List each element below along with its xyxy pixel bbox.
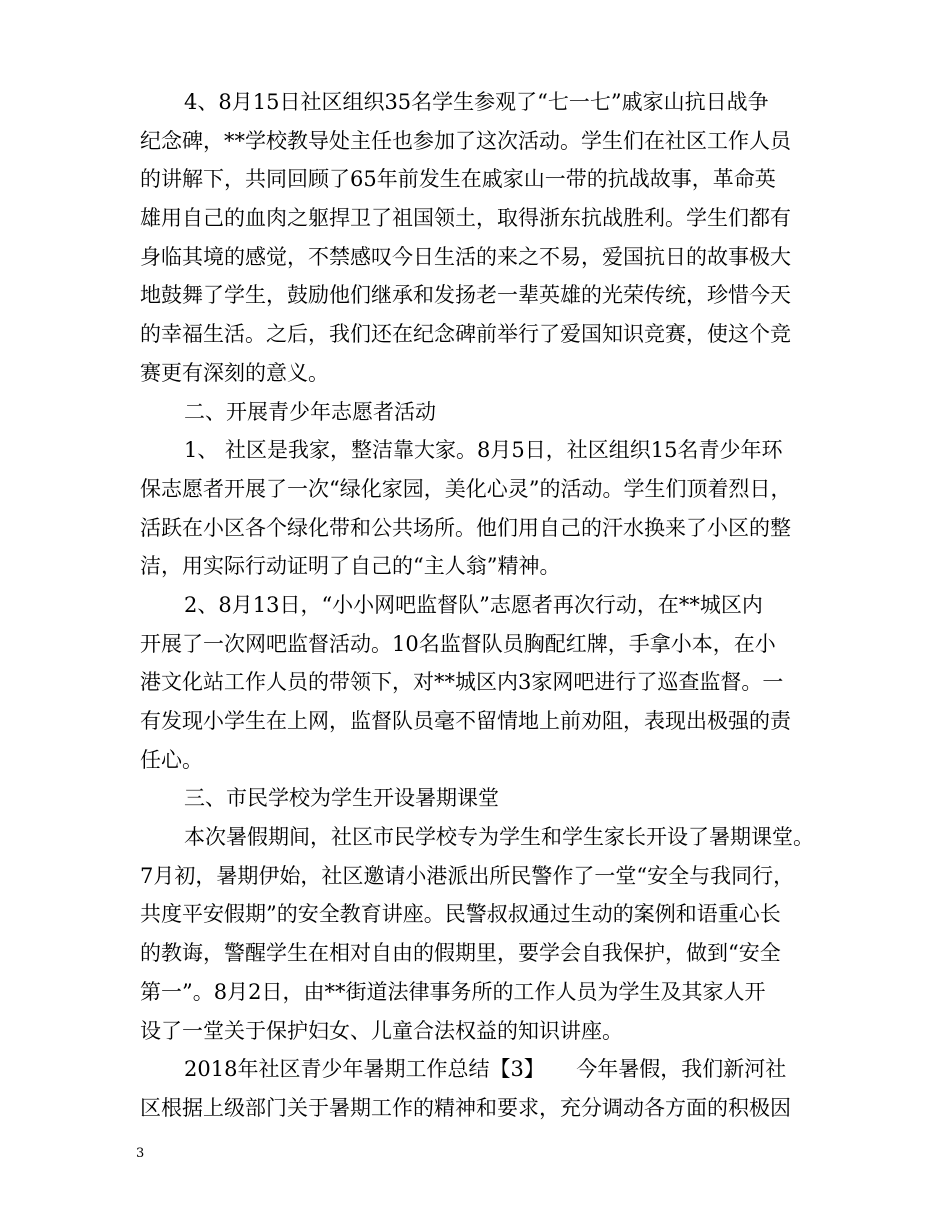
paragraph-line: 2、8月13日，“小小网吧监督队”志愿者再次行动，在**城区内	[184, 592, 763, 617]
paragraph-line: 赛更有深刻的意义。	[140, 360, 329, 385]
paragraph-line: 的幸福生活。之后，我们还在纪念碑前举行了爱国知识竞赛，使这个竞	[140, 322, 791, 347]
section-heading: 二、开展青少年志愿者活动	[184, 399, 436, 424]
paragraph-line: 保志愿者开展了一次“绿化家园，美化心灵”的活动。学生们顶着烈日，	[140, 476, 792, 501]
paragraph-line: 活跃在小区各个绿化带和公共场所。他们用自己的汗水换来了小区的整	[140, 515, 791, 540]
document-body	[140, 83, 830, 1128]
paragraph-line: 共度平安假期”的安全教育讲座。民警叔叔通过生动的案例和语重心长	[140, 902, 781, 927]
paragraph-line: 1、 社区是我家，整洁靠大家。8月5日，社区组织15名青少年环	[184, 438, 783, 463]
paragraph-line: 4、8月15日社区组织35名学生参观了“七一七”戚家山抗日战争	[184, 90, 769, 114]
paragraph-line: 第一”。8月2日，由**街道法律事务所的工作人员为学生及其家人开	[140, 979, 766, 1004]
paragraph-line: 港文化站工作人员的带领下，对**城区内3家网吧进行了巡查监督。一	[140, 670, 784, 695]
section-heading: 三、市民学校为学生开设暑期课堂	[184, 786, 499, 811]
paragraph-line: 2018年社区青少年暑期工作总结【3】 今年暑假，我们新河社	[184, 1057, 787, 1082]
paragraph-line: 纪念碑，**学校教导处主任也参加了这次活动。学生们在社区工作人员	[140, 128, 791, 153]
paragraph-line: 区根据上级部门关于暑期工作的精神和要求，充分调动各方面的积极因	[140, 1095, 791, 1120]
paragraph-line: 任心。	[140, 747, 203, 772]
paragraph-line: 洁，用实际行动证明了自己的“主人翁”精神。	[140, 554, 561, 579]
paragraph-line: 身临其境的感觉，不禁感叹今日生活的来之不易，爱国抗日的故事极大	[140, 244, 791, 269]
paragraph-line: 的教诲，警醒学生在相对自由的假期里，要学会自我保护，做到“安全	[140, 941, 781, 966]
paragraph-line: 开展了一次网吧监督活动。10名监督队员胸配红牌，手拿小本，在小	[140, 631, 776, 656]
paragraph-line: 7月初，暑期伊始，社区邀请小港派出所民警作了一堂“安全与我同行，	[140, 863, 795, 888]
paragraph-line: 本次暑假期间，社区市民学校专为学生和学生家长开设了暑期课堂。	[184, 825, 814, 850]
paragraph-line: 地鼓舞了学生，鼓励他们继承和发扬老一辈英雄的光荣传统，珍惜今天	[140, 283, 791, 308]
paragraph-line: 雄用自己的血肉之躯捍卫了祖国领土，取得浙东抗战胜利。学生们都有	[140, 206, 791, 231]
page-number: 3	[136, 1146, 145, 1161]
paragraph-line: 的讲解下，共同回顾了65年前发生在戚家山一带的抗战故事，革命英	[140, 167, 776, 192]
paragraph-line: 设了一堂关于保护妇女、儿童合法权益的知识讲座。	[140, 1018, 623, 1043]
paragraph-line: 有发现小学生在上网，监督队员毫不留情地上前劝阻，表现出极强的责	[140, 709, 791, 733]
